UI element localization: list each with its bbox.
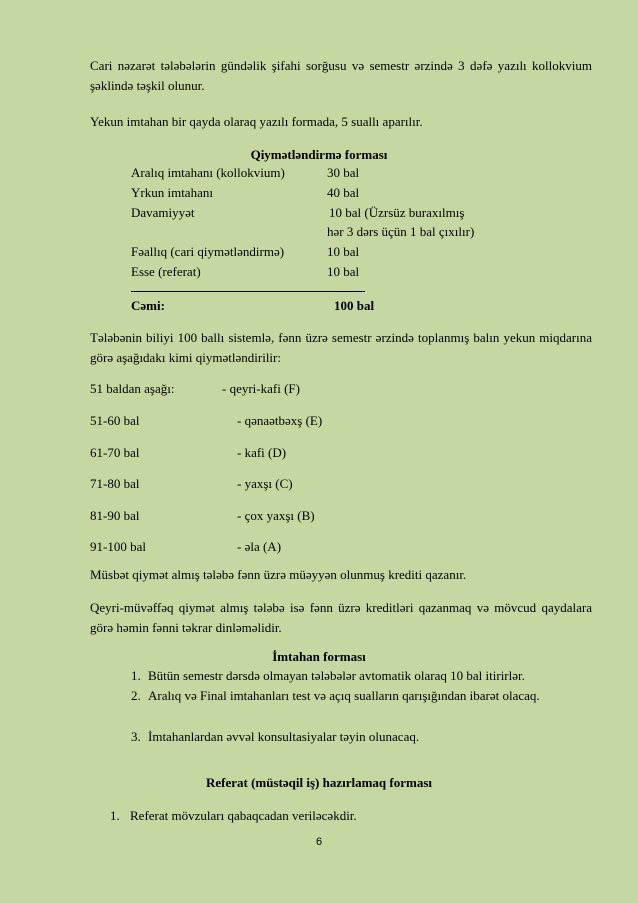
grade-label: - qeyri-kafi (F) (222, 381, 300, 396)
assessment-row-value: 10 bal (327, 244, 360, 259)
paragraph-final-exam: Yekun imtahan bir qayda olaraq yazılı formada, 5 suallı aparılır. (90, 114, 423, 129)
exam-item-text: İmtahanlardan əvvəl konsultasiyalar təyin olunacaq. (148, 729, 420, 744)
grade-label: - kafi (D) (237, 445, 287, 460)
assessment-row-value: 10 bal (Üzrsüz buraxılmış (329, 205, 465, 220)
assessment-row-label: Fəallıq (cari qiymətləndirmə) (131, 244, 285, 259)
assessment-heading: Qiymətləndirmə forması (250, 147, 388, 162)
exam-item-number: 3. (131, 729, 141, 744)
grade-range: 51 baldan aşağı: (90, 381, 175, 396)
assessment-row-value: 40 bal (327, 185, 360, 200)
assessment-total-value: 100 bal (334, 298, 375, 313)
grade-range: 81-90 bal (90, 508, 140, 523)
assessment-row-value-note: hər 3 dərs üçün 1 bal çıxılır) (327, 224, 475, 239)
exam-item-text: Bütün semestr dərsdə olmayan tələbələr avtomatik olaraq 10 bal itirirlər. (148, 668, 525, 683)
exam-heading: İmtahan forması (272, 649, 366, 664)
grade-range: 91-100 bal (90, 539, 146, 554)
grade-label: - yaxşı (C) (237, 476, 293, 491)
assessment-row-label: Esse (referat) (131, 264, 201, 279)
total-separator (131, 291, 365, 292)
grade-range: 61-70 bal (90, 445, 140, 460)
grade-label: - çox yaxşı (B) (237, 508, 315, 523)
paragraph-unsuccessful-grade: Qeyri-müvəffəq qiymət almış tələbə isə fənn üzrə kreditləri qazanmaq və mövcud qaydalara görə həmin fənni təkrar dinləməlidir. (90, 600, 592, 635)
referat-heading: Referat (müstəqil iş) hazırlamaq forması (205, 775, 432, 790)
grade-label: - qənaətbəxş (E) (237, 413, 323, 428)
paragraph-positive-grade: Müsbət qiymət almış tələbə fənn üzrə müəyyən olunmuş krediti qazanır. (90, 567, 467, 582)
assessment-row-label: Yrkun imtahanı (131, 185, 213, 200)
assessment-row-value: 10 bal (327, 264, 360, 279)
referat-item-text: Referat mövzuları qabaqcadan veriləcəkdir. (130, 808, 357, 823)
assessment-row-label: Davamiyyət (131, 205, 195, 220)
assessment-total-label: Cəmi: (131, 298, 165, 313)
exam-item-number: 2. (131, 688, 141, 703)
grade-label: - əla (A) (237, 539, 282, 554)
paragraph-current-control: Cari nəzarət tələbələrin gündəlik şifahi sorğusu və semestr ərzində 3 dəfə yazılı kollokvium şəklində təşkil olunur. (90, 58, 592, 93)
referat-item-number: 1. (110, 808, 120, 823)
exam-item-text: Aralıq və Final imtahanları test və açıq sualların qarışığından ibarət olacaq. (148, 688, 540, 703)
grade-range: 51-60 bal (90, 413, 140, 428)
assessment-row-label: Aralıq imtahanı (kollokvium) (131, 165, 285, 180)
page-number: 6 (315, 836, 323, 848)
exam-item-number: 1. (131, 668, 141, 683)
paragraph-grading-system: Tələbənin biliyi 100 ballı sistemlə, fənn üzrə semestr ərzində toplanmış balın yekun miqdarına görə aşağıdakı kimi qiymətləndirilir: (90, 330, 592, 365)
grade-range: 71-80 bal (90, 476, 140, 491)
assessment-row-value: 30 bal (327, 165, 360, 180)
